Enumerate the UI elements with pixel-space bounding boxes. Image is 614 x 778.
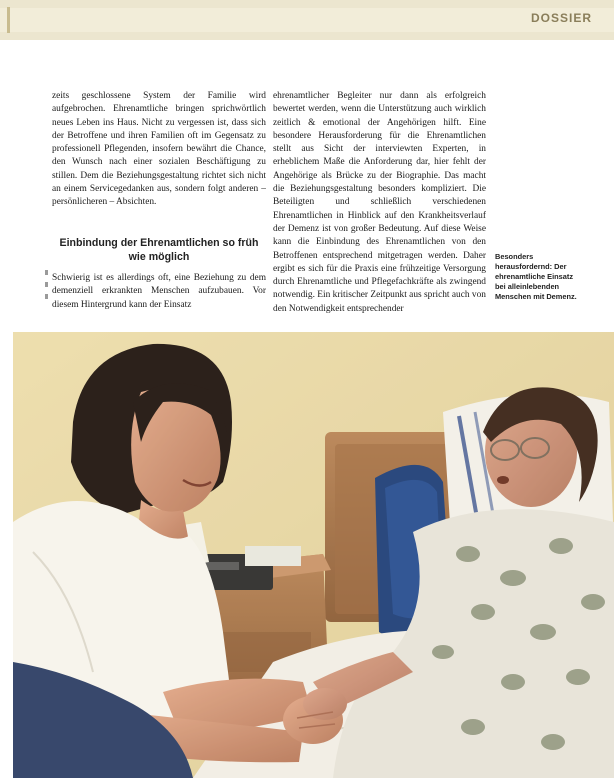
- column-1-paragraph: zeits geschlossene System der Familie wird aufgebrochen. Ehrenamtliche bringen sprichwörtlich neues Leben ins Haus. Nicht zu vergessen ist, dass sich der Betroffene und ihren Familien oft im Gegensatz zu professionell Pflegenden, insofern bewährt die Chance, den Wunsch nach einer sozialen Beschäftigung zu stillen. Dem die Beziehungsgestaltung richtet sich nicht an einem Servicegedanken aus, sondern folgt anderen – persönlicheren – Absichten.: [52, 91, 266, 208]
- photo-caregiver-icon: [13, 332, 614, 778]
- header-accent-bar: [7, 7, 10, 33]
- article-column-1-continued: [52, 272, 266, 312]
- margin-marks: [45, 270, 49, 304]
- subheading: Einbindung der Ehrenamtlichen so früh wie möglich: [59, 237, 259, 263]
- article-column-2: [273, 90, 486, 316]
- section-label: DOSSIER: [530, 11, 592, 25]
- photo-caption: Besonders herausfordernd: Der ehrenamtliche Einsatz bei alleinlebenden Menschen mit Demenz.: [495, 252, 577, 301]
- column-1-paragraph-b: Schwierig ist es allerdings oft, eine Beziehung zu dem demenziell erkrankten Menschen aufzubauen. Vor diesem Hintergrund kann der Einsatz: [52, 273, 266, 310]
- header-band: [0, 0, 614, 40]
- photo: [13, 332, 614, 778]
- column-2-paragraph: ehrenamtlicher Begleiter nur dann als erfolgreich bewertet werden, wenn die Unterstützung auch wirklich zeitlich & emotional der Angehörigen hilft. Eine besondere Herausforderung für die Ehrenamtlichen stellt aus Sicht der interviewten Experten, in erheblichem Maße die Anforderung dar, hier fehlt der Angehörige als Brücke zu der Biographie. Das macht die Beziehungsgestaltung besonders kompliziert. Die Beteiligten und schließlich verschiedenen Ehrenamtlichen in Hinblick auf den Krankheitsverlauf der Demenz ist von großer Bedeutung. Auf diese Weise kann die Einbindung des Ehrenamtlichen von den Betroffenen entsprechend mitgetragen werden. Daher ergibt es sich für die Praxis eine frühzeitige Versorgung durch Ehrenamtliche und Pflegefachkräfte als zwingend notwendig. Ein kritischer Zeitpunkt aus spricht auch von den Notwendigkeit entsprechender: [273, 91, 486, 314]
- header-strip: [0, 8, 614, 32]
- article-column-1: [52, 90, 266, 210]
